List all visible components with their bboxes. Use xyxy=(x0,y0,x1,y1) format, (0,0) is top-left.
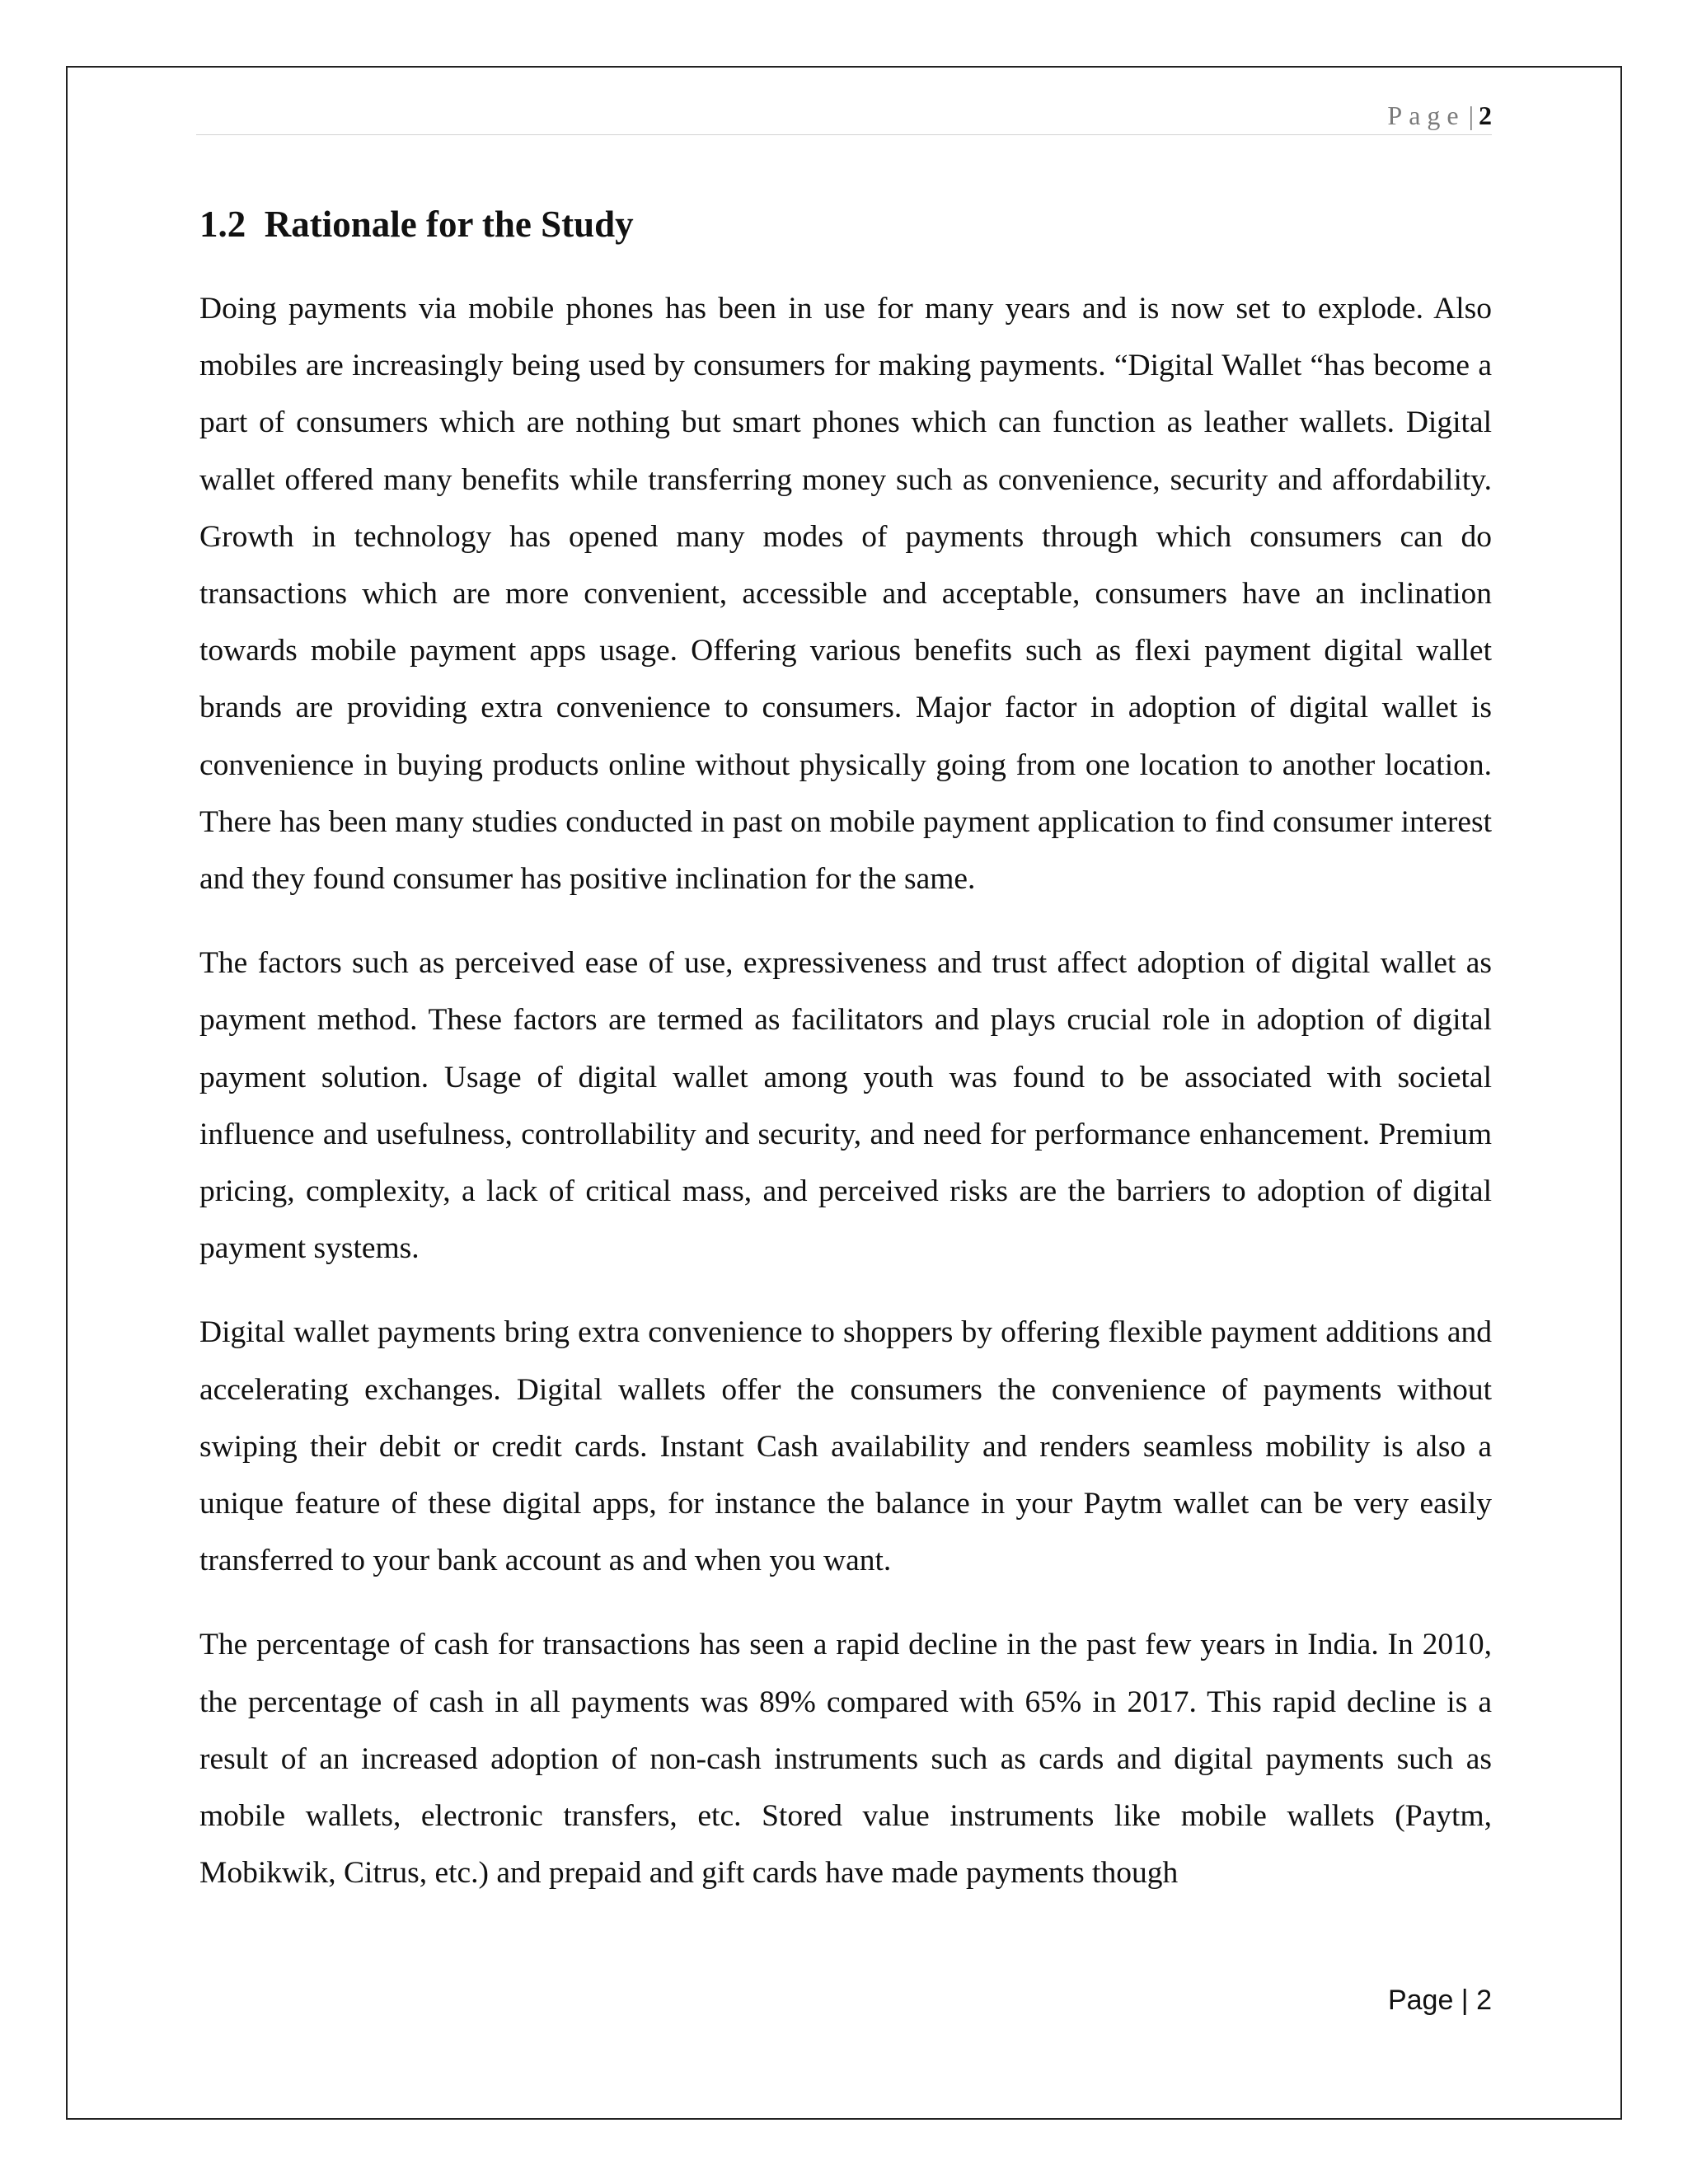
header-page-label: Page xyxy=(1387,101,1465,130)
page-content xyxy=(199,196,1492,1929)
paragraph-3: Digital wallet payments bring extra convenience to shoppers by offering flexible payment additions and accelerating exchanges. Digital wallets offer the consumers the convenience of payments without swiping their debit or credit cards. Instant Cash availability and renders seamless mobility is also a unique feature of these digital apps, for instance the balance in your Paytm wallet can be very easily transferred to your bank account as and when you want. xyxy=(199,1315,1492,1578)
header-page-number: 2 xyxy=(1479,101,1492,130)
section-title: 1.2 Rationale for the Study xyxy=(199,204,634,245)
page-header xyxy=(196,101,1492,135)
paragraph-1: Doing payments via mobile phones has been in use for many years and is now set to explode. Also mobiles are increasingly being used by consumers for making payments. “Digital Wallet “has become a part of consumers which are nothing but smart phones which can function as leather wallets. Digital wallet offered many benefits while transferring money such as convenience, security and affordability. Growth in technology has opened many modes of payments through which consumers can do transactions which are more convenient, accessible and acceptable, consumers have an inclination towards mobile payment apps usage. Offering various benefits such as flexi payment digital wallet brands are providing extra convenience to consumers. Major factor in adoption of digital wallet is convenience in buying products online without physically going from one location to another location. There has been many studies conducted in past on mobile payment application to find consumer interest and they found consumer has positive inclination for the same. xyxy=(199,292,1492,897)
page-footer: Page | 2 xyxy=(1387,1985,1492,2016)
paragraph-2: The factors such as perceived ease of use, expressiveness and trust affect adoption of digital wallet as payment method. These factors are termed as facilitators and plays crucial role in adoption of digital payment solution. Usage of digital wallet among youth was found to be associated with societal influence and usefulness, controllability and security, and need for performance enhancement. Premium pricing, complexity, a lack of critical mass, and perceived risks are the barriers to adoption of digital payment systems. xyxy=(199,946,1492,1266)
paragraph-4: The percentage of cash for transactions has seen a rapid decline in the past few years in India. In 2010, the percentage of cash in all payments was 89% compared with 65% in 2017. This rapid decline is a result of an increased adoption of non-cash instruments such as cards and digital payments such as mobile wallets, electronic transfers, etc. Stored value instruments like mobile wallets (Paytm, Mobikwik, Citrus, etc.) and prepaid and gift cards have made payments though xyxy=(199,1628,1492,1891)
header-separator: | xyxy=(1468,101,1474,130)
